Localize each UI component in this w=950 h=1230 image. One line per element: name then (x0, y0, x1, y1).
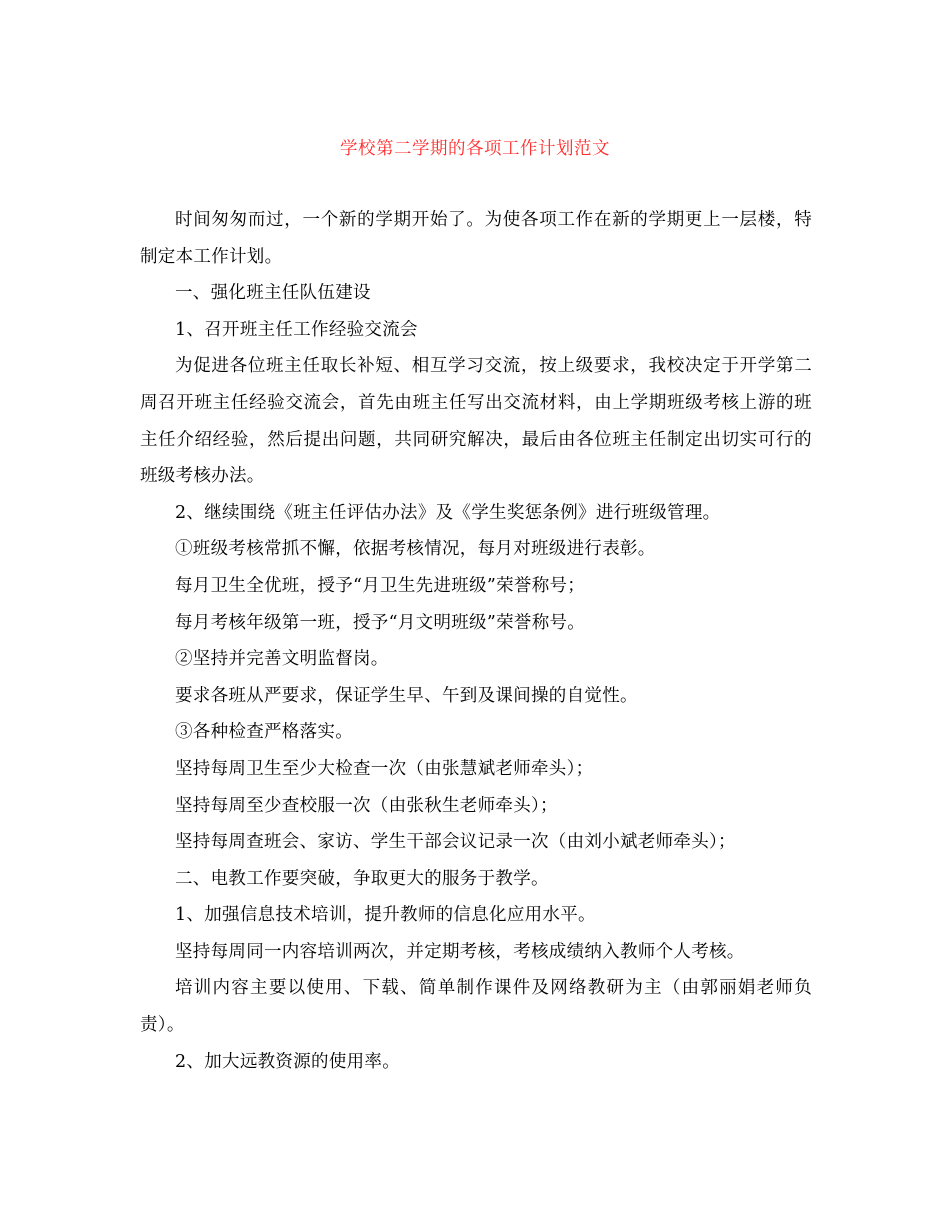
list-item: ③各种检查严格落实。 (175, 722, 353, 743)
paragraph: 坚持每周至少查校服一次（由张秋生老师牵头）； (175, 795, 558, 816)
subheading-2-1: 1、加强信息技术培训，提升教师的信息化应用水平。 (175, 905, 596, 926)
paragraph: 坚持每周查班会、家访、学生干部会议记录一次（由刘小斌老师牵头）； (175, 832, 736, 853)
paragraph: 每月考核年级第一班，授予“月文明班级”荣誉称号。 (175, 612, 586, 633)
paragraph: 要求各班从严要求，保证学生早、午到及课间操的自觉性。 (175, 685, 638, 706)
list-item: ②坚持并完善文明监督岗。 (175, 649, 389, 670)
paragraph: 坚持每周卫生至少大检查一次（由张慧斌老师牵头）； (175, 758, 594, 779)
subheading-1-1: 1、召开班主任工作经验交流会 (175, 319, 418, 340)
list-item: ①班级考核常抓不懈，依据考核情况，每月对班级进行表彰。 (175, 539, 656, 560)
section-heading-1: 一、强化班主任队伍建设 (175, 283, 371, 304)
document-body (140, 202, 812, 1080)
paragraph: 坚持每周同一内容培训两次，并定期考核，考核成绩纳入教师个人考核。 (175, 941, 745, 962)
paragraph-intro: 时间匆匆而过，一个新的学期开始了。为使各项工作在新的学期更上一层楼，特制定本工作计划。 (140, 210, 812, 267)
paragraph: 为促进各位班主任取长补短、相互学习交流，按上级要求，我校决定于开学第二周召开班主任经验交流会，首先由班主任写出交流材料，由上学期班级考核上游的班主任介绍经验，然后提出问题，共同研究解决，最后由各位班主任制定出切实可行的班级考核办法。 (140, 356, 812, 487)
document-title: 学校第二学期的各项工作计划范文 (340, 139, 610, 159)
paragraph: 每月卫生全优班，授予“月卫生先进班级”荣誉称号； (175, 575, 586, 596)
subheading-1-2: 2、继续围绕《班主任评估办法》及《学生奖惩条例》进行班级管理。 (175, 502, 721, 523)
subheading-2-2: 2、加大远教资源的使用率。 (175, 1051, 401, 1072)
paragraph: 培训内容主要以使用、下载、简单制作课件及网络教研为主（由郭丽娟老师负责）。 (140, 978, 812, 1036)
section-heading-2: 二、电教工作要突破，争取更大的服务于教学。 (175, 868, 549, 889)
